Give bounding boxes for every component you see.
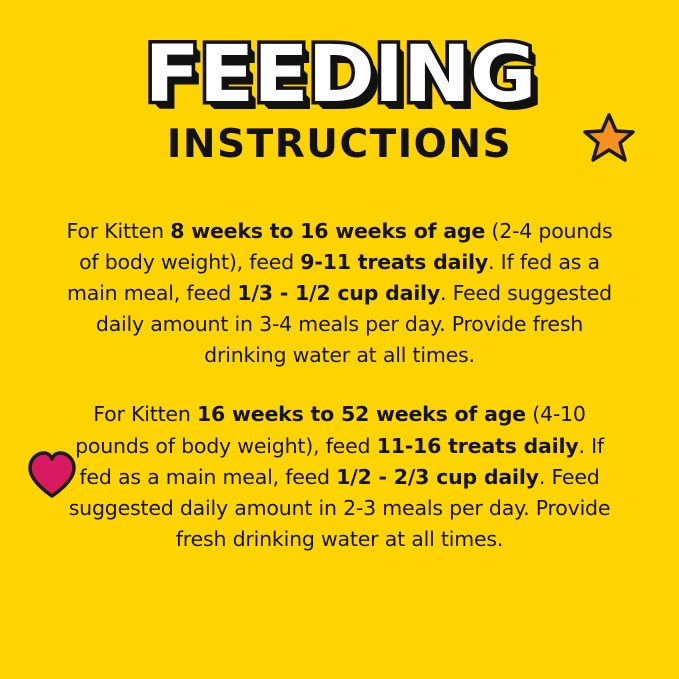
heart-icon [26, 450, 78, 500]
text-segment-bold: 1/2 - 2/3 cup daily [336, 464, 539, 489]
star-icon [583, 112, 635, 164]
page-subtitle: INSTRUCTIONS [166, 122, 513, 168]
instructions-body [60, 167, 620, 555]
paragraph-kitten-8-16-weeks [60, 216, 620, 372]
text-segment: . Feed suggested daily amount in 3-4 meals per day. Provide fresh drinking water at all times. [95, 280, 612, 368]
paragraph-kitten-16-52-weeks [60, 399, 620, 555]
text-segment: For Kitten [93, 402, 197, 427]
text-segment: (2-4 pounds of body weight), feed [79, 218, 613, 274]
text-segment-bold: 11-16 treats daily [376, 433, 579, 458]
text-segment-bold: 1/3 - 1/2 cup daily [237, 280, 441, 305]
text-segment-bold: 16 weeks to 52 weeks of age [196, 402, 526, 427]
page-title: FEEDING [144, 30, 535, 120]
text-segment: For Kitten [66, 218, 171, 243]
text-segment: . Feed suggested daily amount in 2-3 meals per day. Provide fresh drinking water at all times. [68, 464, 611, 551]
text-segment: . If fed as a main meal, feed [79, 433, 604, 489]
text-segment-bold: 8 weeks to 16 weeks of age [170, 218, 486, 243]
text-segment: . If fed as a main meal, feed [67, 249, 600, 305]
header [0, 0, 679, 167]
text-segment-bold: 9-11 treats daily [300, 249, 489, 274]
text-segment: (4-10 pounds of body weight), feed [75, 402, 586, 458]
